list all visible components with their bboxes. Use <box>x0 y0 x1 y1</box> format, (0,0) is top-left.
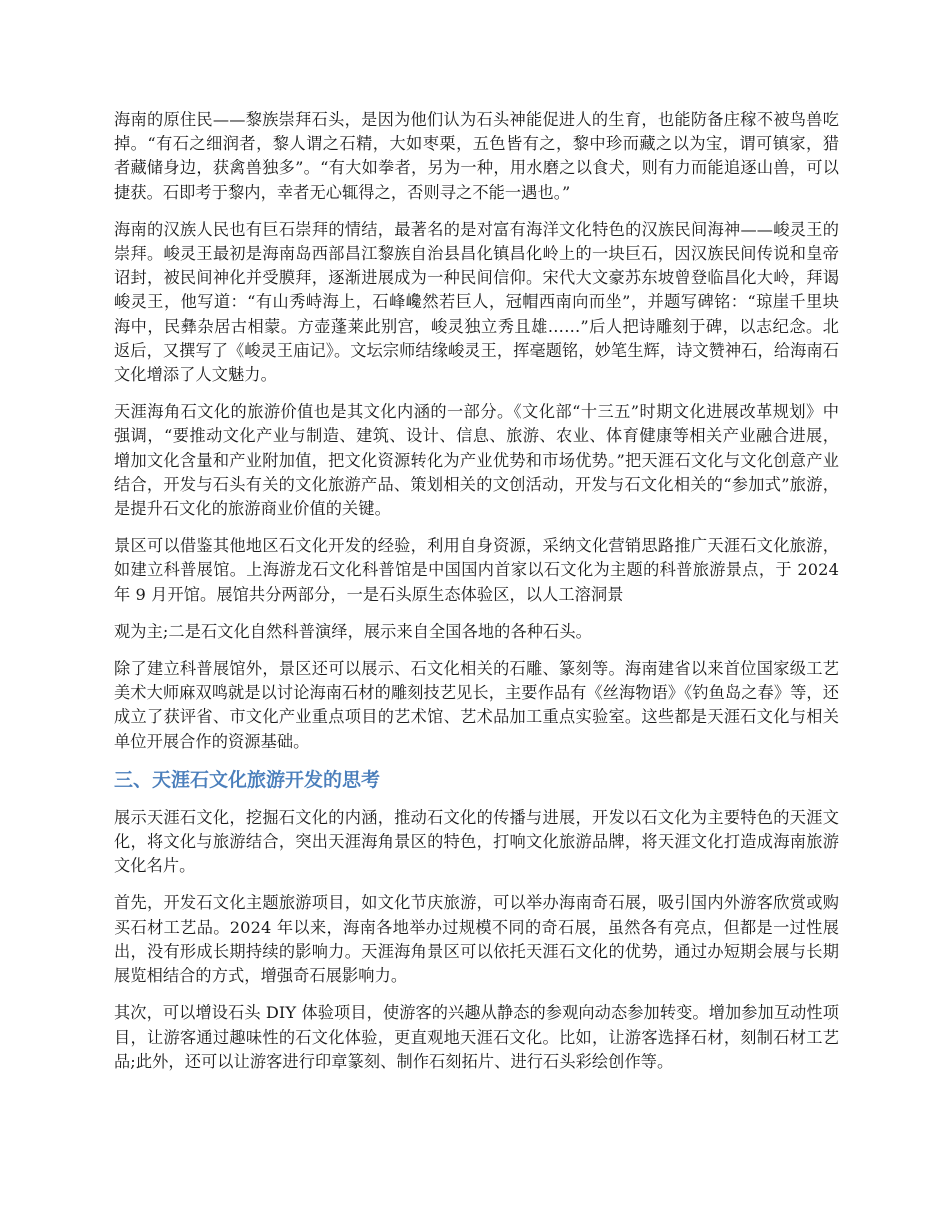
paragraph-second-diy-experience: 其次，可以增设石头 DIY 体验项目，使游客的兴趣从静态的参观向动态参加转变。增加参加互动性项目，让游客通过趣味性的石文化体验，更直观地天涯石文化。比如，让游客选择石材，刻制石材工艺品;此外，还可以让游客进行印章篆刻、制作石刻拓片、进行石头彩绘创作等。 <box>114 1003 839 1071</box>
paragraph-museum-continued: 观为主;二是石文化自然科普演绎，展示来自全国各地的各种石头。 <box>114 621 592 641</box>
document-body <box>114 108 839 1087</box>
paragraph-junling-king: 海南的汉族人民也有巨石崇拜的情结，最著名的是对富有海洋文化特色的汉族民间海神——峻灵王的崇拜。峻灵王最初是海南岛西部昌江黎族自治县昌化镇昌化岭上的一块巨石，因汉族民间传说和皇帝诏封，被民间神化并受膜拜，逐渐进展成为一种民间信仰。宋代大文豪苏东坡曾登临昌化大岭，拜谒峻灵王，他写道：“有山秀峙海上，石峰巉然若巨人，冠帽西南向而坐”，并题写碑铭：“琼崖千里块海中，民彝杂居古相蒙。方壶蓬莱此别宫，峻灵独立秀且雄……”后人把诗雕刻于碑，以志纪念。北返后，又撰写了《峻灵王庙记》。文坛宗师结缘峻灵王，挥毫题铭，妙笔生辉，诗文赞神石，给海南石文化增添了人文魅力。 <box>114 219 839 385</box>
paragraph-science-museum: 景区可以借鉴其他地区石文化开发的经验，利用自身资源，采纳文化营销思路推广天涯石文化旅游，如建立科普展馆。上海游龙石文化科普馆是中国国内首家以石文化为主题的科普旅游景点，于 2024 年 9 月开馆。展馆共分两部分，一是石头原生态体验区，以人工溶洞景 <box>114 536 839 604</box>
section-heading: 三、天涯石文化旅游开发的思考 <box>114 768 381 791</box>
paragraph-development-intro: 展示天涯石文化，挖掘石文化的内涵，推动石文化的传播与进展，开发以石文化为主要特色的天涯文化，将文化与旅游结合，突出天涯海角景区的特色，打响文化旅游品牌，将天涯文化打造成海南旅游文化名片。 <box>114 807 839 876</box>
paragraph-first-theme-tourism: 首先，开发石文化主题旅游项目，如文化节庆旅游，可以举办海南奇石展，吸引国内外游客欣赏或购买石材工艺品。2024 年以来，海南各地举办过规模不同的奇石展，虽然各有亮点，但都是一过性展出，没有形成长期持续的影响力。天涯海角景区可以依托天涯石文化的优势，通过办短期会展与长期展览相结合的方式，增强奇石展影响力。 <box>114 893 839 986</box>
paragraph-stone-carving: 除了建立科普展馆外，景区还可以展示、石文化相关的石雕、篆刻等。海南建省以来首位国家级工艺美术大师麻双鸣就是以讨论海南石材的雕刻技艺见长，主要作品有《丝海物语》《钓鱼岛之春》等，还成立了获评省、市文化产业重点项目的艺术馆、艺术品加工重点实验室。这些都是天涯石文化与相关单位开展合作的资源基础。 <box>114 659 839 751</box>
paragraph-li-stone-worship: 海南的原住民——黎族崇拜石头，是因为他们认为石头神能促进人的生育，也能防备庄稼不被鸟兽吃掉。“有石之细润者，黎人谓之石精，大如枣栗，五色皆有之，黎中珍而藏之以为宝，谓可镇家，猎者藏储身边，获禽兽独多”。“有大如拳者，另为一种，用水磨之以食犬，则有力而能追逐山兽，可以捷获。石即考于黎内，幸者无心辄得之，否则寻之不能一遇也。” <box>114 110 839 202</box>
paragraph-tourism-value: 天涯海角石文化的旅游价值也是其文化内涵的一部分。《文化部“十三五”时期文化进展改革规划》中强调，“要推动文化产业与制造、建筑、设计、信息、旅游、农业、体育健康等相关产业融合进展，增加文化含量和产业附加值，把文化资源转化为产业优势和市场优势。”把天涯石文化与文化创意产业结合，开发与石头有关的文化旅游产品、策划相关的文创活动，开发与石文化相关的“参加式”旅游，是提升石文化的旅游商业价值的关键。 <box>114 402 839 519</box>
